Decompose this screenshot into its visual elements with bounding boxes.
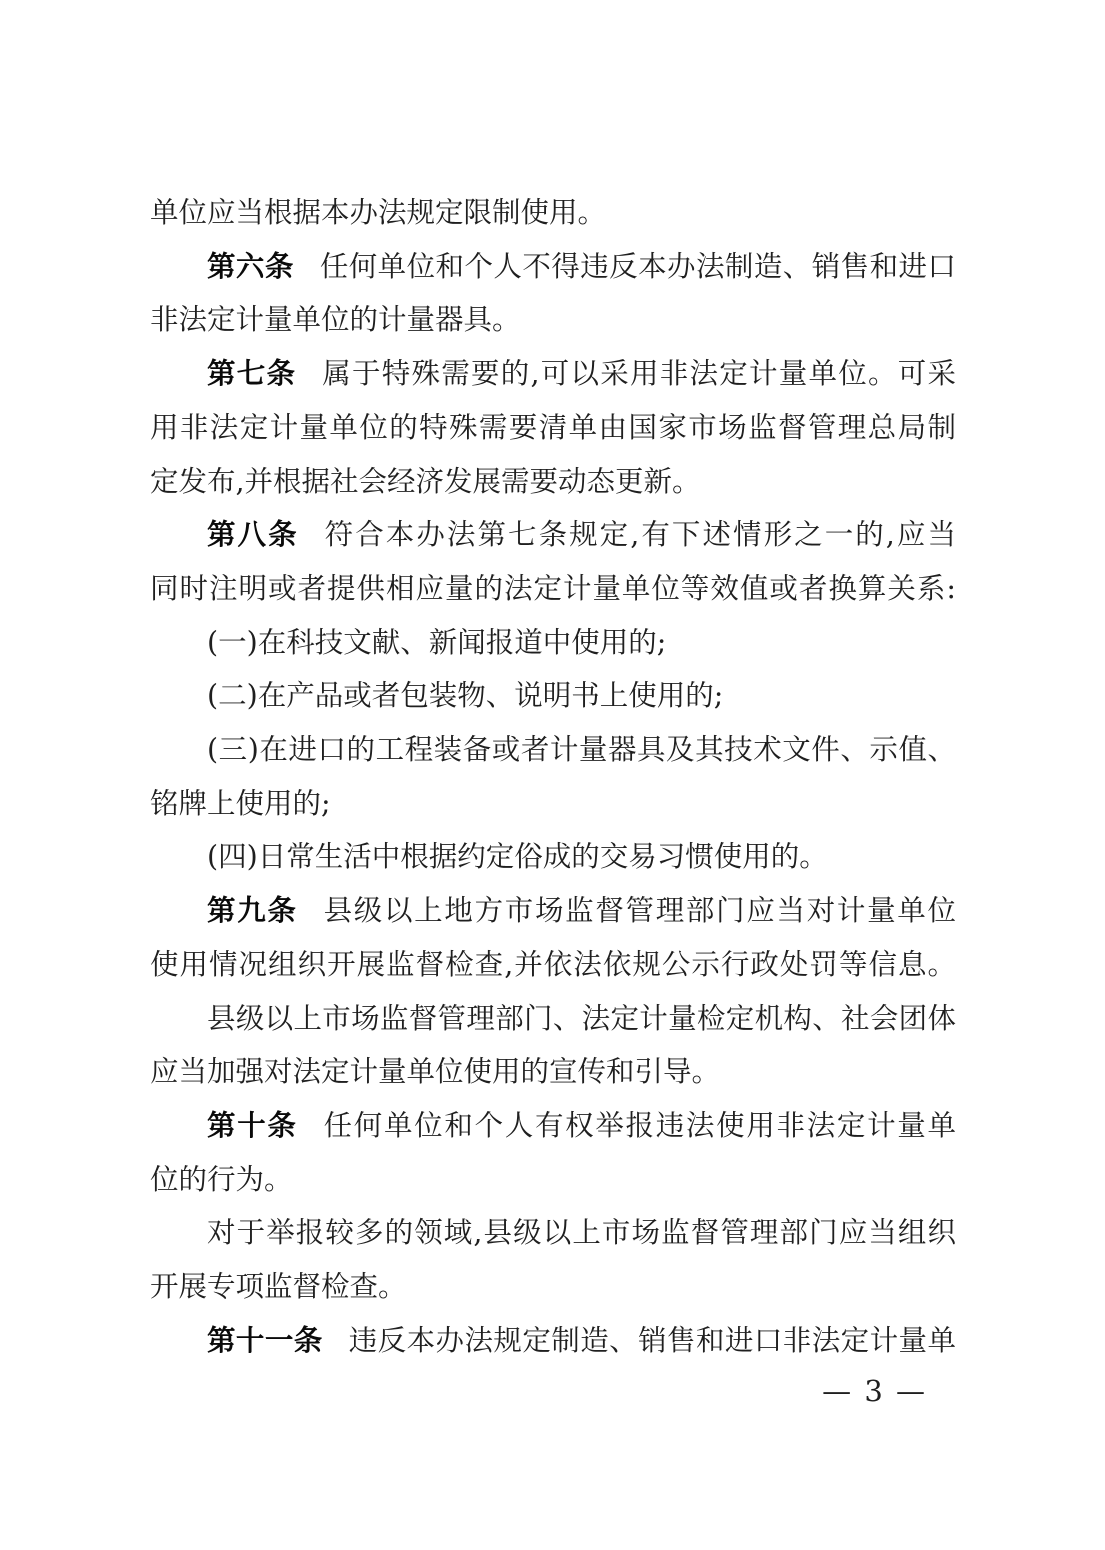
article-number: 第八条 (207, 518, 299, 552)
text-line (150, 616, 956, 670)
line-text: 应当加强对法定计量单位使用的宣传和引导。 (150, 1055, 721, 1089)
article-number: 第十一条 (207, 1323, 323, 1357)
line-text: (三)在进口的工程装备或者计量器具及其技术文件、示值、 (207, 733, 956, 767)
text-line (150, 508, 956, 562)
line-text: 县级以上市场监督管理部门、法定计量检定机构、社会团体 (207, 1001, 956, 1035)
text-line (150, 830, 956, 884)
line-text: 任何单位和个人不得违反本办法制造、销售和进口 (319, 249, 956, 283)
line-text: (二)在产品或者包装物、说明书上使用的; (207, 679, 724, 713)
line-text: 县级以上地方市场监督管理部门应当对计量单位 (323, 894, 956, 928)
line-text: 任何单位和个人有权举报违法使用非法定计量单 (323, 1108, 956, 1142)
text-line (150, 347, 956, 401)
page-number: — 3 — (822, 1374, 927, 1408)
article-number: 第七条 (207, 357, 297, 391)
text-line (150, 1045, 956, 1099)
line-text: (四)日常生活中根据约定俗成的交易习惯使用的。 (207, 840, 828, 874)
line-text: 非法定计量单位的计量器具。 (150, 303, 521, 337)
text-line (150, 562, 956, 616)
line-text: 对于举报较多的领域,县级以上市场监督管理部门应当组织 (207, 1216, 956, 1250)
text-line (150, 938, 956, 992)
article-number: 第十条 (207, 1108, 298, 1142)
text-line (150, 186, 956, 240)
text-line (150, 1206, 956, 1260)
text-line (150, 992, 956, 1046)
text-line (150, 401, 956, 455)
text-line (150, 723, 956, 777)
text-line (150, 1260, 956, 1314)
line-text: 单位应当根据本办法规定限制使用。 (150, 196, 607, 229)
text-line (150, 884, 956, 938)
line-text: 铭牌上使用的; (150, 786, 331, 820)
text-line (150, 1153, 956, 1207)
text-line (150, 1314, 956, 1368)
text-line (150, 777, 956, 831)
text-line (150, 240, 956, 294)
line-text: 符合本办法第七条规定,有下述情形之一的,应当 (324, 518, 956, 552)
text-line (150, 669, 956, 723)
line-text: 用非法定计量单位的特殊需要清单由国家市场监督管理总局制 (150, 410, 956, 444)
document-body (150, 186, 956, 1367)
line-text: (一)在科技文献、新闻报道中使用的; (207, 625, 667, 659)
article-number: 第六条 (207, 249, 294, 283)
line-text: 使用情况组织开展监督检查,并依法依规公示行政处罚等信息。 (150, 947, 956, 981)
line-text: 属于特殊需要的,可以采用非法定计量单位。可采 (322, 357, 956, 391)
line-text: 定发布,并根据社会经济发展需要动态更新。 (150, 464, 701, 498)
article-number: 第九条 (207, 894, 298, 928)
line-text: 开展专项监督检查。 (150, 1270, 407, 1304)
line-text: 位的行为。 (150, 1162, 293, 1196)
text-line (150, 1099, 956, 1153)
line-text: 同时注明或者提供相应量的法定计量单位等效值或者换算关系: (150, 571, 956, 605)
text-line (150, 293, 956, 347)
text-line (150, 455, 956, 509)
line-text: 违反本办法规定制造、销售和进口非法定计量单 (348, 1323, 956, 1357)
